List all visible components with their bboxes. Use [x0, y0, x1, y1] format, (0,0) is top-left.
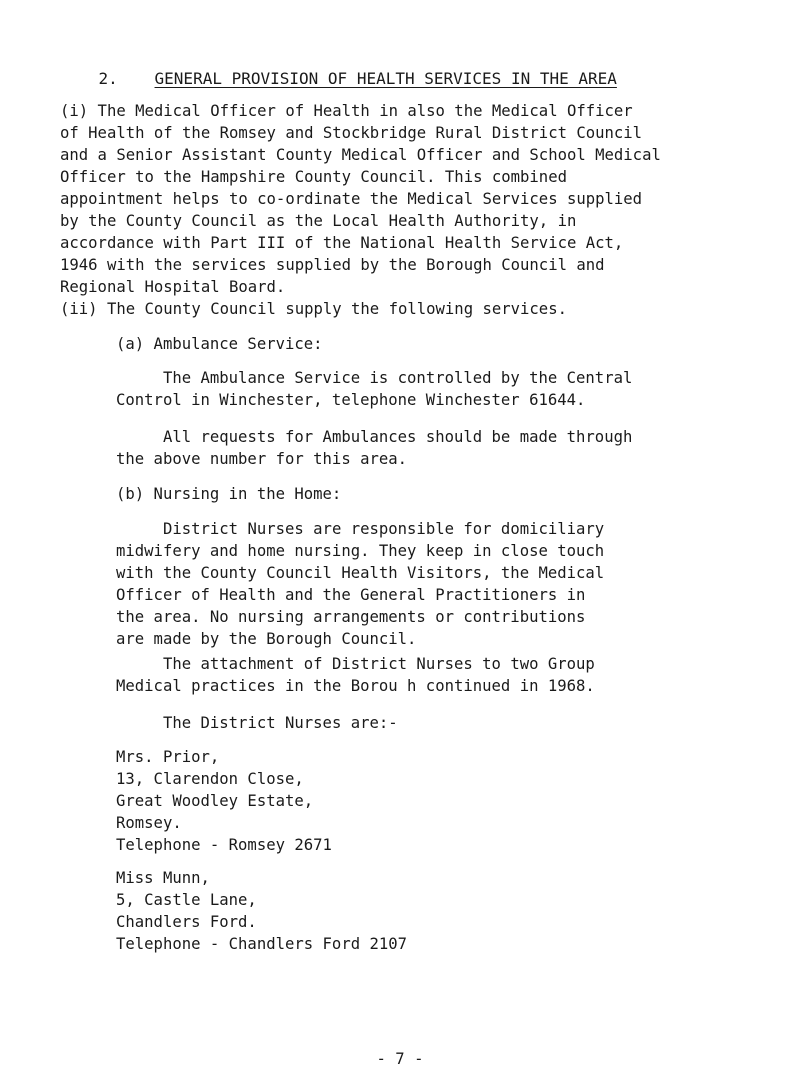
ambulance-paragraph-2: All requests for Ambulances should be made through the above number for this area. [116, 428, 633, 468]
paragraph-ii-intro: (ii) The County Council supply the following services. [60, 300, 567, 318]
nursing-heading: (b) Nursing in the Home: [116, 485, 342, 503]
nurse-address-munn: Miss Munn, 5, Castle Lane, Chandlers Ford. Telephone - Chandlers Ford 2107 [116, 869, 408, 953]
nursing-paragraph-1: District Nurses are responsible for domiciliary midwifery and home nursing. They keep in close touch with the County Council Health Visitors, the Medical Officer of Health and the General Practitioners in the area. No nursing arrangements or contributions are made by the Borough Council. [116, 520, 605, 648]
section-number: 2. [98, 69, 118, 88]
paragraph-i: (i) The Medical Officer of Health in also the Medical Officer of Health of the Romsey and Stockbridge Rural District Council and a Senior Assistant County Medical Officer and School Medical Officer to the Hampshire County Council. This combined appointment helps to co-ordinate the Medical Services supplied by the County Council as the Local Health Authority, in accordance with Part III of the National Health Service Act, 1946 with the services supplied by the Borough Council and Regional Hospital Board. [60, 102, 661, 296]
nurse-address-prior: Mrs. Prior, 13, Clarendon Close, Great Woodley Estate, Romsey. Telephone - Romsey 2671 [116, 748, 332, 854]
ambulance-paragraph-1: The Ambulance Service is controlled by the Central Control in Winchester, telephone Winchester 61644. [116, 369, 633, 409]
ambulance-heading: (a) Ambulance Service: [116, 335, 323, 353]
nursing-paragraph-2: The attachment of District Nurses to two Group Medical practices in the Borou h continued in 1968. [116, 655, 595, 695]
section-title: GENERAL PROVISION OF HEALTH SERVICES IN THE AREA [154, 69, 617, 88]
nurses-list-intro: The District Nurses are:- [116, 714, 398, 732]
section-heading [60, 50, 617, 107]
page-number: - 7 - [376, 1050, 424, 1068]
